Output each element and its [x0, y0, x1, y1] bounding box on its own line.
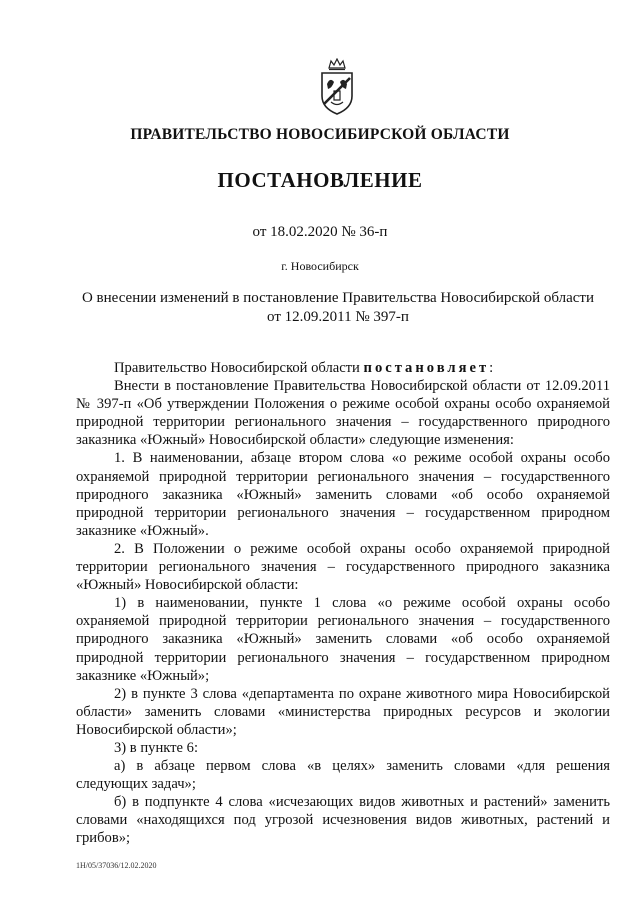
paragraph: б) в подпункте 4 слова «исчезающих видов животных и растений» заменить словами «находящихся под угрозой исчезновения видов животных, растений и грибов»;	[76, 794, 610, 847]
paragraph: Внести в постановление Правительства Новосибирской области от 12.09.2011 № 397-п «Об утверждении Положения о режиме особой охраны особо охраняемой природной территории регионального значения – государственного природного заказника «Южный» Новосибирской области» следующие изменения:	[76, 378, 610, 449]
document-subject	[60, 289, 616, 327]
intro-suffix: :	[489, 360, 494, 376]
resolves-keyword: постановляет	[363, 360, 490, 376]
date-number: от 18.02.2020 № 36-п	[252, 224, 388, 240]
document-type: ПОСТАНОВЛЕНИЕ	[217, 168, 423, 192]
paragraph: 3) в пункте 6:	[114, 739, 199, 756]
paragraph: 2) в пункте 3 слова «департамента по охране животного мира Новосибирской области» заменить словами «министерства природных ресурсов и экологии Новосибирской области»;	[76, 685, 610, 738]
paragraph: 2. В Положении о режиме особой охраны особо охраняемой природной территории регионального значения – государственного природного заказника «Южный» Новосибирской области:	[76, 540, 610, 594]
paragraph: 1. В наименовании, абзаце втором слова «о режиме особой охраны особо охраняемой природной территории регионального значения – государственного природного заказника «Южный» заменить словами «об особо охраняемой природной территории регионального значения – государственном природном заказнике «Южный».	[76, 450, 610, 539]
paragraph: а) в абзаце первом слова «в целях» заменить словами «для решения следующих задач»;	[76, 758, 610, 793]
organization-title: ПРАВИТЕЛЬСТВО НОВОСИБИРСКОЙ ОБЛАСТИ	[130, 126, 510, 143]
document-body	[76, 359, 610, 848]
intro-paragraph	[76, 359, 610, 377]
subject-line-1: О внесении изменений в постановление Правительства Новосибирской области	[81, 290, 595, 306]
coat-of-arms-icon	[318, 58, 356, 116]
subject-line-2: от 12.09.2011 № 397-п	[267, 309, 409, 325]
paragraph: 1) в наименовании, пункте 1 слова «о режиме особой охраны особо охраняемой природной территории регионального значения – государственного природного заказника «Южный» заменить словами «об особо охраняемой природной территории регионального значения – государственном природном заказнике «Южный»;	[76, 595, 610, 684]
city: г. Новосибирск	[281, 259, 359, 273]
footer-code: 1Н/05/37036/12.02.2020	[76, 861, 157, 870]
intro-prefix: Правительство Новосибирской области	[114, 360, 364, 376]
